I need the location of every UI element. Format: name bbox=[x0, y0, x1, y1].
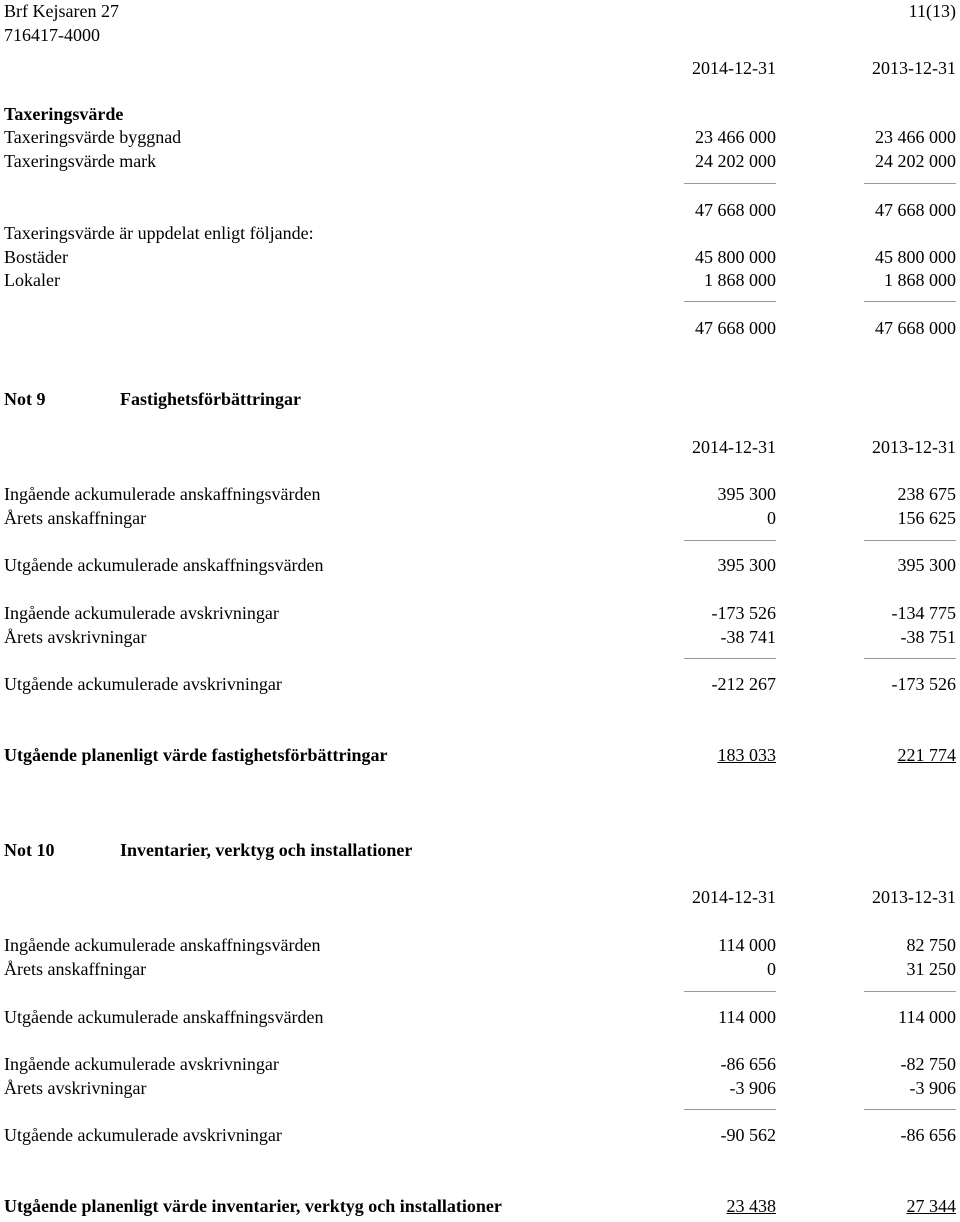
row-value-2014: 114 000 bbox=[718, 1007, 776, 1027]
org-number: 716417-4000 bbox=[4, 25, 100, 45]
split-label: Taxeringsvärde är uppdelat enligt följande: bbox=[4, 223, 314, 243]
total-value-2013: 221 774 bbox=[897, 745, 956, 765]
row-label: Lokaler bbox=[4, 270, 60, 290]
total-value-2014: 183 033 bbox=[717, 745, 776, 765]
row-label: Ingående ackumulerade anskaffningsvärden bbox=[4, 935, 321, 955]
total-value-2013: 27 344 bbox=[906, 1196, 956, 1216]
total-label: Utgående planenligt värde inventarier, verktyg och installationer bbox=[4, 1196, 502, 1216]
row-value-2014: 395 300 bbox=[717, 555, 776, 575]
row-value-2014: 114 000 bbox=[718, 935, 776, 955]
column-header-2014: 2014-12-31 bbox=[692, 437, 776, 457]
row-value-2014: 0 bbox=[767, 959, 776, 979]
row-label: Årets anskaffningar bbox=[4, 959, 147, 979]
note-title: Fastighetsförbättringar bbox=[120, 389, 301, 409]
total-value-2014: 23 438 bbox=[726, 1196, 776, 1216]
note-number: Not 9 bbox=[4, 389, 46, 409]
row-value-2013: 156 625 bbox=[897, 508, 956, 528]
row-value-2014: -90 562 bbox=[720, 1125, 776, 1145]
row-label: Utgående ackumulerade avskrivningar bbox=[4, 1125, 282, 1145]
row-value-2013: -86 656 bbox=[900, 1125, 956, 1145]
sum-rule bbox=[684, 183, 776, 184]
row-value-2013: -134 775 bbox=[891, 603, 956, 623]
row-value-2014: -38 741 bbox=[720, 627, 776, 647]
row-label: Ingående ackumulerade avskrivningar bbox=[4, 1054, 279, 1074]
sum-rule bbox=[864, 301, 956, 302]
subtotal-value-2013: 47 668 000 bbox=[875, 200, 956, 220]
column-header-2013: 2013-12-31 bbox=[872, 58, 956, 78]
row-label: Årets avskrivningar bbox=[4, 1078, 147, 1098]
row-value-2014: 1 868 000 bbox=[704, 270, 776, 290]
row-value-2013: 395 300 bbox=[897, 555, 956, 575]
row-label: Utgående ackumulerade anskaffningsvärden bbox=[4, 1007, 324, 1027]
row-value-2013: -82 750 bbox=[900, 1054, 956, 1074]
total-value-2013: 47 668 000 bbox=[875, 318, 956, 338]
row-label: Taxeringsvärde mark bbox=[4, 151, 157, 171]
row-label: Årets avskrivningar bbox=[4, 627, 147, 647]
row-value-2014: 45 800 000 bbox=[695, 247, 776, 267]
note-number: Not 10 bbox=[4, 840, 55, 860]
row-value-2013: 31 250 bbox=[906, 959, 956, 979]
row-label: Bostäder bbox=[4, 247, 68, 267]
row-value-2014: -3 906 bbox=[729, 1078, 776, 1098]
sum-rule bbox=[864, 540, 956, 541]
row-label: Taxeringsvärde byggnad bbox=[4, 127, 182, 147]
sum-rule bbox=[684, 1109, 776, 1110]
row-value-2014: -86 656 bbox=[720, 1054, 776, 1074]
sum-rule bbox=[864, 1109, 956, 1110]
row-value-2013: 24 202 000 bbox=[875, 151, 956, 171]
row-label: Ingående ackumulerade avskrivningar bbox=[4, 603, 279, 623]
sum-rule bbox=[864, 991, 956, 992]
column-header-2014: 2014-12-31 bbox=[692, 887, 776, 907]
row-value-2013: 23 466 000 bbox=[875, 127, 956, 147]
sum-rule bbox=[684, 301, 776, 302]
row-value-2014: -212 267 bbox=[711, 674, 776, 694]
row-value-2013: 114 000 bbox=[898, 1007, 956, 1027]
row-value-2013: -38 751 bbox=[900, 627, 956, 647]
note-title: Inventarier, verktyg och installationer bbox=[120, 840, 413, 860]
sum-rule bbox=[684, 540, 776, 541]
org-name: Brf Kejsaren 27 bbox=[4, 1, 119, 21]
row-label: Utgående ackumulerade anskaffningsvärden bbox=[4, 555, 324, 575]
section-title-taxeringsvarde: Taxeringsvärde bbox=[4, 104, 124, 124]
row-value-2013: 238 675 bbox=[897, 484, 956, 504]
column-header-2013: 2013-12-31 bbox=[872, 437, 956, 457]
sum-rule bbox=[684, 991, 776, 992]
sum-rule bbox=[864, 658, 956, 659]
row-label: Ingående ackumulerade anskaffningsvärden bbox=[4, 484, 321, 504]
row-value-2013: -3 906 bbox=[909, 1078, 956, 1098]
row-value-2014: 24 202 000 bbox=[695, 151, 776, 171]
row-value-2013: -173 526 bbox=[891, 674, 956, 694]
row-label: Årets anskaffningar bbox=[4, 508, 147, 528]
total-label: Utgående planenligt värde fastighetsförbättringar bbox=[4, 745, 388, 765]
row-value-2014: 0 bbox=[767, 508, 776, 528]
row-value-2014: 395 300 bbox=[717, 484, 776, 504]
row-value-2013: 82 750 bbox=[906, 935, 956, 955]
column-header-2014: 2014-12-31 bbox=[692, 58, 776, 78]
subtotal-value-2014: 47 668 000 bbox=[695, 200, 776, 220]
row-value-2013: 1 868 000 bbox=[884, 270, 956, 290]
column-header-2013: 2013-12-31 bbox=[872, 887, 956, 907]
row-label: Utgående ackumulerade avskrivningar bbox=[4, 674, 282, 694]
sum-rule bbox=[684, 658, 776, 659]
row-value-2014: -173 526 bbox=[711, 603, 776, 623]
page-number: 11(13) bbox=[908, 1, 956, 21]
sum-rule bbox=[864, 183, 956, 184]
total-value-2014: 47 668 000 bbox=[695, 318, 776, 338]
row-value-2013: 45 800 000 bbox=[875, 247, 956, 267]
row-value-2014: 23 466 000 bbox=[695, 127, 776, 147]
